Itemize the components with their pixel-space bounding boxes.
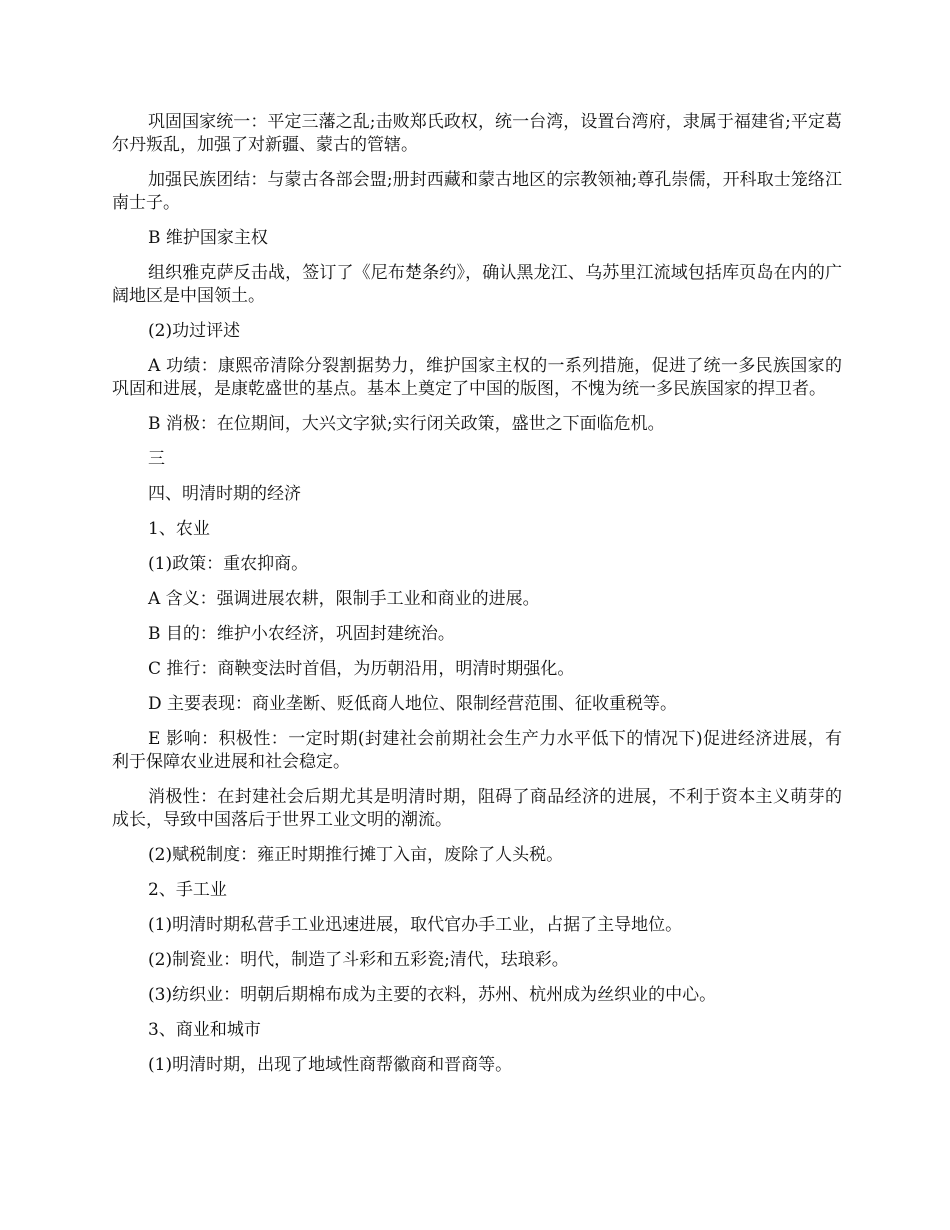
paragraph: E 影响：积极性：一定时期(封建社会前期社会生产力水平低下的情况下)促进经济进展，有利于保障农业进展和社会稳定。 xyxy=(112,729,842,772)
paragraph: B 维护国家主权 xyxy=(148,228,268,248)
paragraph: (2)制瓷业：明代，制造了斗彩和五彩瓷;清代，珐琅彩。 xyxy=(148,950,569,970)
paragraph: 消极性：在封建社会后期尤其是明清时期，阻碍了商品经济的进展，不利于资本主义萌芽的成长，导致中国落后于世界工业文明的潮流。 xyxy=(112,787,842,830)
paragraph: B 目的：维护小农经济，巩固封建统治。 xyxy=(148,624,455,644)
paragraph: (1)明清时期私营手工业迅速进展，取代官办手工业，占据了主导地位。 xyxy=(148,915,683,935)
paragraph: 巩固国家统一：平定三藩之乱;击败郑氏政权，统一台湾，设置台湾府，隶属于福建省;平定葛尔丹叛乱，加强了对新疆、蒙古的管辖。 xyxy=(112,112,842,155)
paragraph: (2)赋税制度：雍正时期推行摊丁入亩，废除了人头税。 xyxy=(148,845,564,865)
paragraph: D 主要表现：商业垄断、贬低商人地位、限制经营范围、征收重税等。 xyxy=(148,694,678,714)
subsection-heading: 2、手工业 xyxy=(148,880,227,900)
paragraph: (3)纺织业：明朝后期棉布成为主要的衣料，苏州、杭州成为丝织业的中心。 xyxy=(148,985,717,1005)
section-heading: 四、明清时期的经济 xyxy=(148,484,301,504)
paragraph: (2)功过评述 xyxy=(148,321,241,341)
paragraph: A 含义：强调进展农耕，限制手工业和商业的进展。 xyxy=(148,589,540,609)
document-page xyxy=(112,111,842,1089)
subsection-heading: 3、商业和城市 xyxy=(148,1020,261,1040)
paragraph: 加强民族团结：与蒙古各部会盟;册封西藏和蒙古地区的宗教领袖;尊孔崇儒，开科取士笼络江南士子。 xyxy=(112,170,842,213)
paragraph: (1)明清时期，出现了地域性商帮徽商和晋商等。 xyxy=(148,1055,513,1075)
paragraph: B 消极：在位期间，大兴文字狱;实行闭关政策，盛世之下面临危机。 xyxy=(148,414,665,434)
paragraph: 组织雅克萨反击战，签订了《尼布楚条约》，确认黑龙江、乌苏里江流域包括库页岛在内的广阔地区是中国领土。 xyxy=(112,263,842,306)
paragraph: A 功绩：康熙帝清除分裂割据势力，维护国家主权的一系列措施，促进了统一多民族国家的巩固和进展，是康乾盛世的基点。基本上奠定了中国的版图，不愧为统一多民族国家的捍卫者。 xyxy=(112,356,842,399)
subsection-heading: 1、农业 xyxy=(148,519,210,539)
paragraph: 三 xyxy=(148,449,165,469)
paragraph: C 推行：商鞅变法时首倡，为历朝沿用，明清时期强化。 xyxy=(148,659,575,679)
paragraph: (1)政策：重农抑商。 xyxy=(148,554,309,574)
